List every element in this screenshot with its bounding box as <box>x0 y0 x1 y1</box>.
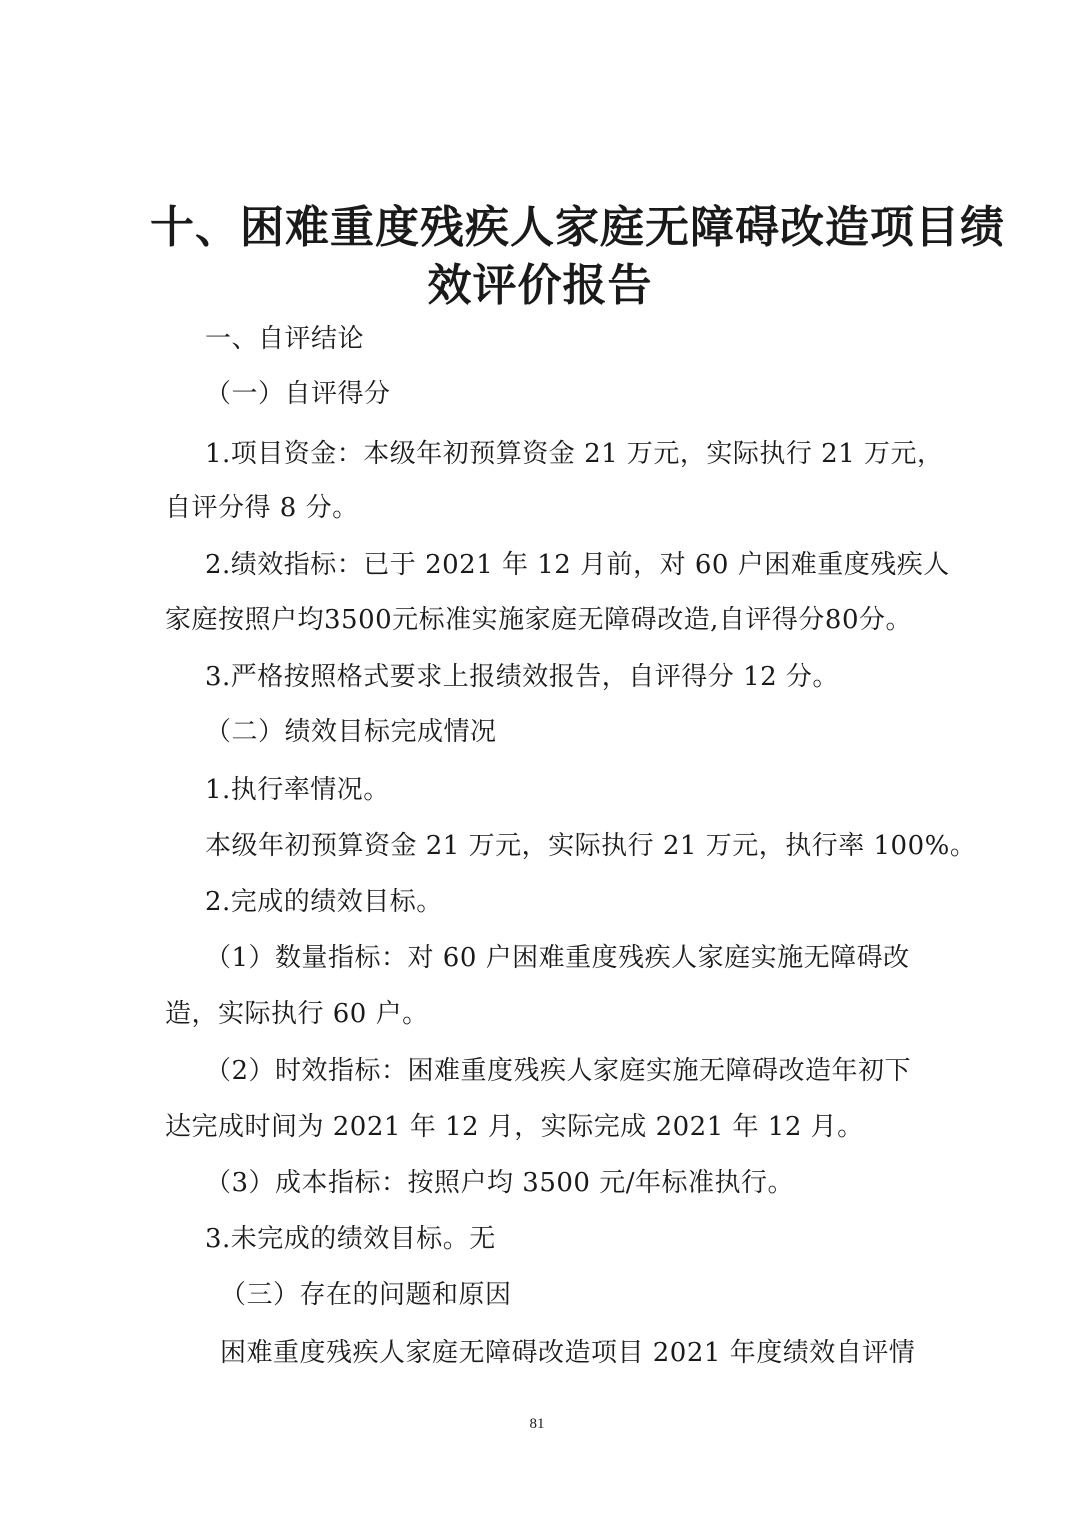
subsection-heading-problems-and-causes: （三）存在的问题和原因 <box>220 1280 512 1310</box>
paragraph-line: 造，实际执行 60 户。 <box>165 999 429 1029</box>
report-title-line-2: 效评价报告 <box>427 260 653 311</box>
paragraph-line: （2）时效指标：困难重度残疾人家庭实施无障碍改造年初下 <box>205 1056 912 1086</box>
paragraph-line: 自评分得 8 分。 <box>165 493 359 523</box>
paragraph-line: 困难重度残疾人家庭无障碍改造项目 2021 年度绩效自评情 <box>220 1338 916 1368</box>
section-heading-self-evaluation-conclusion: 一、自评结论 <box>205 324 365 354</box>
paragraph-line: 3.严格按照格式要求上报绩效报告，自评得分 12 分。 <box>205 662 839 692</box>
subsection-heading-goal-completion: （二）绩效目标完成情况 <box>205 717 497 747</box>
paragraph-line: 1.项目资金：本级年初预算资金 21 万元，实际执行 21 万元， <box>205 439 944 469</box>
item-heading-uncompleted-goals: 3.未完成的绩效目标。无 <box>205 1224 496 1254</box>
paragraph-line: 2.绩效指标：已于 2021 年 12 月前，对 60 户困难重度残疾人 <box>205 550 950 580</box>
paragraph-line: （1）数量指标：对 60 户困难重度残疾人家庭实施无障碍改 <box>205 943 910 973</box>
paragraph-line: 家庭按照户均3500元标准实施家庭无障碍改造,自评得分80分。 <box>165 605 913 635</box>
item-heading-completed-goals: 2.完成的绩效目标。 <box>205 887 443 917</box>
page-number: 81 <box>529 1416 545 1432</box>
paragraph-line: （3）成本指标：按照户均 3500 元/年标准执行。 <box>205 1168 794 1198</box>
subsection-heading-self-evaluation-score: （一）自评得分 <box>205 379 391 409</box>
paragraph-line: 达完成时间为 2021 年 12 月，实际完成 2021 年 12 月。 <box>165 1112 864 1142</box>
item-heading-execution-rate: 1.执行率情况。 <box>205 775 390 805</box>
report-title-line-1: 十、困难重度残疾人家庭无障碍改造项目绩 <box>150 202 1005 253</box>
paragraph-line: 本级年初预算资金 21 万元，实际执行 21 万元，执行率 100%。 <box>205 831 977 861</box>
